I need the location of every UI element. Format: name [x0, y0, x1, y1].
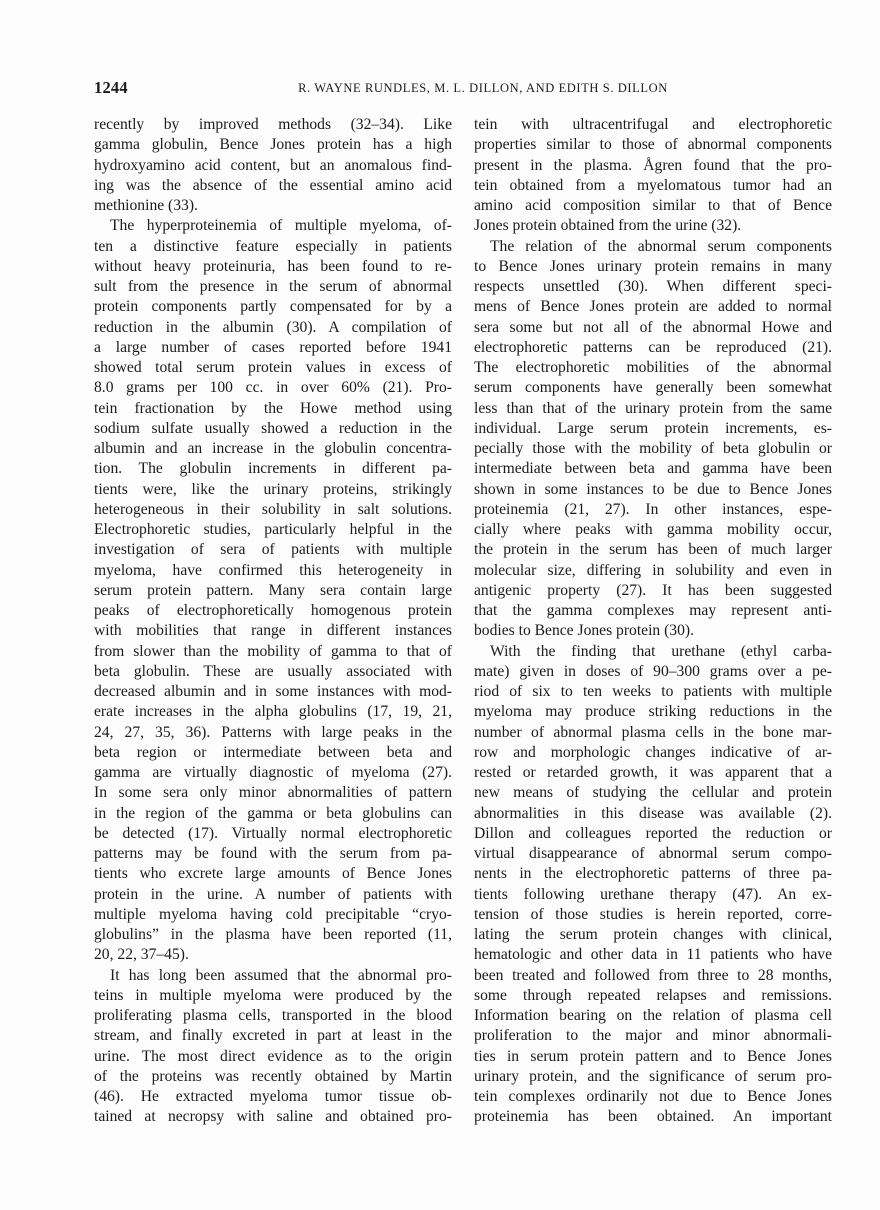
text-line: patterns may be found with the serum from pa-: [94, 845, 452, 862]
text-line: ten a distinctive feature especially in patients: [94, 237, 452, 255]
text-line: protein components partly compensated for by a: [94, 298, 452, 316]
text-line: 24, 27, 35, 36). Patterns with large peaks in the: [94, 723, 452, 741]
text-line: pecially those with the mobility of beta globulin or: [474, 440, 832, 457]
text-line: electrophoretic patterns can be reproduced (21).: [474, 338, 832, 356]
text-line: urinary protein, and the significance of serum pro-: [474, 1067, 832, 1085]
text-line: cially where peaks with gamma mobility occur,: [474, 521, 832, 538]
text-line: Dillon and colleagues reported the reduction or: [474, 824, 832, 842]
text-line: bodies to Bence Jones protein (30).: [474, 622, 694, 640]
text-line: tein obtained from a myelomatous tumor had an: [474, 176, 832, 194]
text-line: ties in serum protein pattern and to Bence Jones: [474, 1047, 832, 1065]
text-line: proliferating plasma cells, transported in the blood: [94, 1007, 452, 1024]
text-line: riod of six to ten weeks to patients with multiple: [474, 683, 832, 700]
text-line: multiple myeloma having cold precipitable “cryo-: [94, 905, 452, 923]
text-line: abnormalities in this disease was available (2).: [474, 804, 832, 822]
text-line: tained at necropsy with saline and obtained pro-: [94, 1108, 452, 1126]
text-line: virtual disappearance of abnormal serum compo-: [474, 845, 832, 862]
text-line: tients who excrete large amounts of Bence Jones: [94, 865, 452, 883]
text-line: beta globulin. These are usually associated with: [94, 662, 452, 680]
text-line: nents in the electrophoretic patterns of three pa-: [474, 865, 832, 883]
page-number: 1244: [94, 78, 128, 97]
running-head: [94, 78, 832, 100]
text-line: without heavy proteinuria, has been found to re-: [94, 257, 452, 275]
text-line: new means of studying the cellular and protein: [474, 784, 832, 802]
text-line: myeloma, have confirmed this heterogeneity in: [94, 561, 452, 579]
text-line: number of abnormal plasma cells in the bone mar-: [474, 723, 832, 741]
text-line: the protein in the serum has been of much larger: [474, 541, 832, 559]
text-line: Jones protein obtained from the urine (32).: [474, 217, 742, 235]
text-line: serum components have generally been somewhat: [474, 379, 832, 397]
text-line: tients were, like the urinary proteins, strikingly: [94, 480, 452, 498]
text-line: stream, and finally excreted in part at least in the: [94, 1027, 452, 1045]
text-line: protein in the urine. A number of patients with: [94, 885, 452, 903]
running-head-authors: R. WAYNE RUNDLES, M. L. DILLON, AND EDITH S. DILLON: [298, 81, 668, 95]
text-line: proteinemia has been obtained. An important: [474, 1108, 832, 1126]
text-line: been treated and followed from three to 28 months,: [474, 966, 832, 984]
text-line: hematologic and other data in 11 patients who have: [474, 946, 832, 964]
text-line: gamma globulin, Bence Jones protein has a high: [94, 136, 452, 154]
text-line: antigenic property (27). It has been suggested: [474, 581, 832, 599]
text-line: With the finding that urethane (ethyl carba-: [490, 642, 832, 660]
text-line: properties similar to those of abnormal components: [474, 136, 832, 154]
text-line: Information bearing on the relation of plasma cell: [474, 1007, 832, 1024]
text-line: proliferation to the major and minor abnormali-: [474, 1027, 832, 1045]
left-text-column: [94, 115, 452, 1128]
text-line: recently by improved methods (32–34). Like: [94, 116, 452, 133]
text-line: amino acid composition similar to that of Bence: [474, 197, 832, 214]
text-line: tein complexes ordinarily not due to Bence Jones: [474, 1088, 832, 1105]
text-line: ing was the absence of the essential amino acid: [94, 176, 452, 194]
text-line: 8.0 grams per 100 cc. in over 60% (21). Pro-: [94, 379, 452, 397]
text-line: be detected (17). Virtually normal electrophoretic: [94, 824, 452, 842]
text-line: respects unsettled (30). When different speci-: [474, 278, 832, 295]
text-line: in the region of the gamma or beta globulins can: [94, 804, 452, 822]
text-line: heterogeneous in their solubility in salt solutions.: [94, 500, 452, 518]
text-line: rested or retarded growth, it was apparent that a: [474, 764, 832, 781]
text-line: some through repeated relapses and remissions.: [474, 986, 832, 1004]
text-line: tension of those studies is herein reported, corre-: [474, 905, 832, 923]
text-line: showed total serum protein values in excess of: [94, 359, 452, 376]
text-line: sodium sulfate usually showed a reduction in the: [94, 419, 452, 437]
text-line: erate increases in the alpha globulins (17, 19, 21,: [94, 703, 452, 721]
text-line: The hyperproteinemia of multiple myeloma, of-: [110, 217, 452, 235]
text-line: myeloma may produce striking reductions in the: [474, 703, 832, 721]
text-line: decreased albumin and in some instances with mod-: [94, 683, 452, 700]
text-line: intermediate between beta and gamma have been: [474, 460, 832, 478]
text-line: tein with ultracentrifugal and electrophoretic: [474, 116, 832, 133]
text-line: that the gamma complexes may represent anti-: [474, 602, 832, 619]
text-line: investigation of sera of patients with multiple: [94, 541, 452, 559]
text-line: sult from the presence in the serum of abnormal: [94, 278, 452, 295]
text-line: tion. The globulin increments in different pa-: [94, 460, 452, 478]
text-line: In some sera only minor abnormalities of pattern: [94, 784, 452, 802]
text-line: individual. Large serum protein increments, es-: [474, 419, 832, 437]
text-line: The electrophoretic mobilities of the abnormal: [474, 359, 832, 376]
text-line: urine. The most direct evidence as to the origin: [94, 1047, 452, 1065]
text-line: row and morphologic changes indicative of ar-: [474, 743, 832, 761]
text-line: serum protein pattern. Many sera contain large: [94, 581, 452, 599]
text-line: tein fractionation by the Howe method using: [94, 399, 452, 417]
text-line: with mobilities that range in different instances: [94, 622, 452, 640]
text-line: teins in multiple myeloma were produced by the: [94, 986, 452, 1004]
text-line: lating the serum protein changes with clinical,: [474, 926, 832, 943]
text-line: molecular size, differing in solubility and even in: [474, 561, 832, 579]
text-line: from slower than the mobility of gamma to that of: [94, 642, 452, 660]
text-line: to Bence Jones urinary protein remains in many: [474, 257, 832, 275]
text-line: methionine (33).: [94, 197, 198, 214]
text-line: tients following urethane therapy (47). An ex-: [474, 885, 832, 903]
text-line: hydroxyamino acid content, but an anomalous find-: [94, 156, 452, 174]
text-line: beta region or intermediate between beta and: [94, 743, 452, 761]
text-line: mens of Bence Jones protein are added to normal: [474, 298, 832, 316]
text-line: reduction in the albumin (30). A compilation of: [94, 318, 452, 336]
text-line: proteinemia (21, 27). In other instances, espe-: [474, 500, 832, 518]
text-line: mate) given in doses of 90–300 grams over a pe-: [474, 662, 832, 680]
text-line: less than that of the urinary protein from the same: [474, 399, 832, 417]
text-line: of the proteins was recently obtained by Martin: [94, 1067, 452, 1085]
text-line: sera some but not all of the abnormal Howe and: [474, 318, 832, 336]
text-line: Electrophoretic studies, particularly helpful in the: [94, 521, 452, 538]
text-line: present in the plasma. Ågren found that the pro-: [474, 156, 832, 174]
text-line: albumin and an increase in the globulin concentra-: [94, 440, 452, 457]
right-text-column: [474, 115, 832, 1128]
text-line: It has long been assumed that the abnormal pro-: [110, 966, 452, 984]
text-line: shown in some instances to be due to Bence Jones: [474, 480, 832, 498]
text-line: peaks of electrophoretically homogenous protein: [94, 602, 452, 619]
text-line: gamma are virtually diagnostic of myeloma (27).: [94, 764, 452, 781]
text-line: globulins” in the plasma have been reported (11,: [94, 926, 452, 943]
text-line: a large number of cases reported before 1941: [94, 338, 452, 356]
text-line: 20, 22, 37–45).: [94, 946, 189, 964]
text-line: The relation of the abnormal serum components: [490, 237, 832, 255]
text-line: (46). He extracted myeloma tumor tissue ob-: [94, 1088, 452, 1105]
